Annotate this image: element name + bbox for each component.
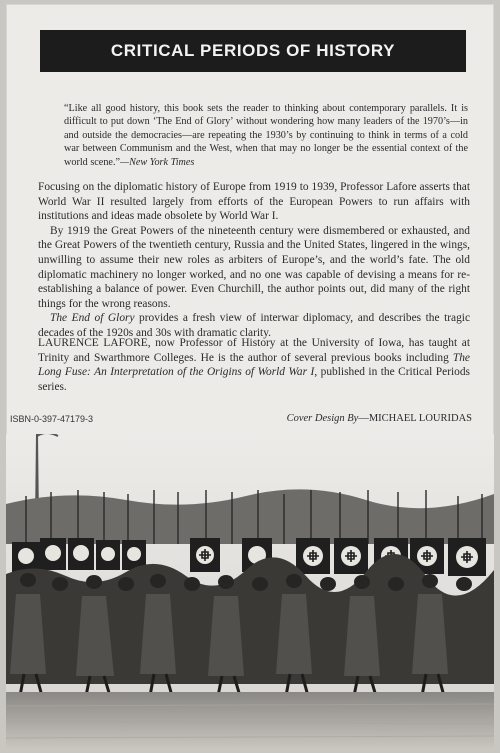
book-title: The End of Glory [50,312,135,325]
marching-soldiers-photo [6,434,494,749]
designer-name: —MICHAEL LOURIDAS [358,413,472,424]
previous-book-title: The Long Fuse: An Interpretation of the Origins of World War I [38,351,470,379]
review-quote [64,102,468,169]
credit-lead: Cover Design By [286,413,359,424]
quote-text: “Like all good history, this book sets the reader to thinking about contemporary parallels. It is difficult to put down ‘The End of Glory’ without wondering how many leaders of the 1970’s—in and outside the democracies—are repeating the 1930’s by continuing to think in terms of a cold war between Communism and the West, when that may no longer be the essential context of the world scene.” [64,103,468,168]
book-back-cover [6,4,494,749]
author-bio-text-end: , published in the Critical Periods series. [38,366,470,393]
author-bio-text: LAURENCE LAFORE, now Professor of History at the University of Iowa, has taught at Trinity and Swarthmore Colleges. He is the author of several previous books including [38,337,470,364]
description-paragraph-2: By 1919 the Great Powers of the nineteenth century were dismembered or exhausted, and the Great Powers of the twentieth century, Russia and the United States, lingered in the wings, unwilling to assume their new roles as arbiters of Europe’s, and the world’s fate. The old diplomatic machinery no longer worked, and no one was capable of devising a means for re-establishing a balance of power. Even Churchill, the author points out, did many of the right things for the wrong reasons. [38,224,470,310]
series-title: CRITICAL PERIODS OF HISTORY [110,41,396,60]
book-description [38,180,470,341]
description-paragraph-3-text: provides a fresh view of interwar diplomacy, and describes the tragic decades of the 1920s and 30s with dramatic clarity. [38,312,470,339]
cover-design-credit [287,413,472,424]
author-bio [38,336,470,394]
series-banner [40,30,466,72]
isbn-number: ISBN-0-397-47179-3 [10,414,94,424]
quote-source: —New York Times [120,156,195,168]
description-paragraph-1: Focusing on the diplomatic history of Europe from 1919 to 1939, Professor Lafore asserts that World War II resulted largely from efforts of the European Powers to run affairs with institutions and ideas made obsolete by World War I. [38,181,470,223]
